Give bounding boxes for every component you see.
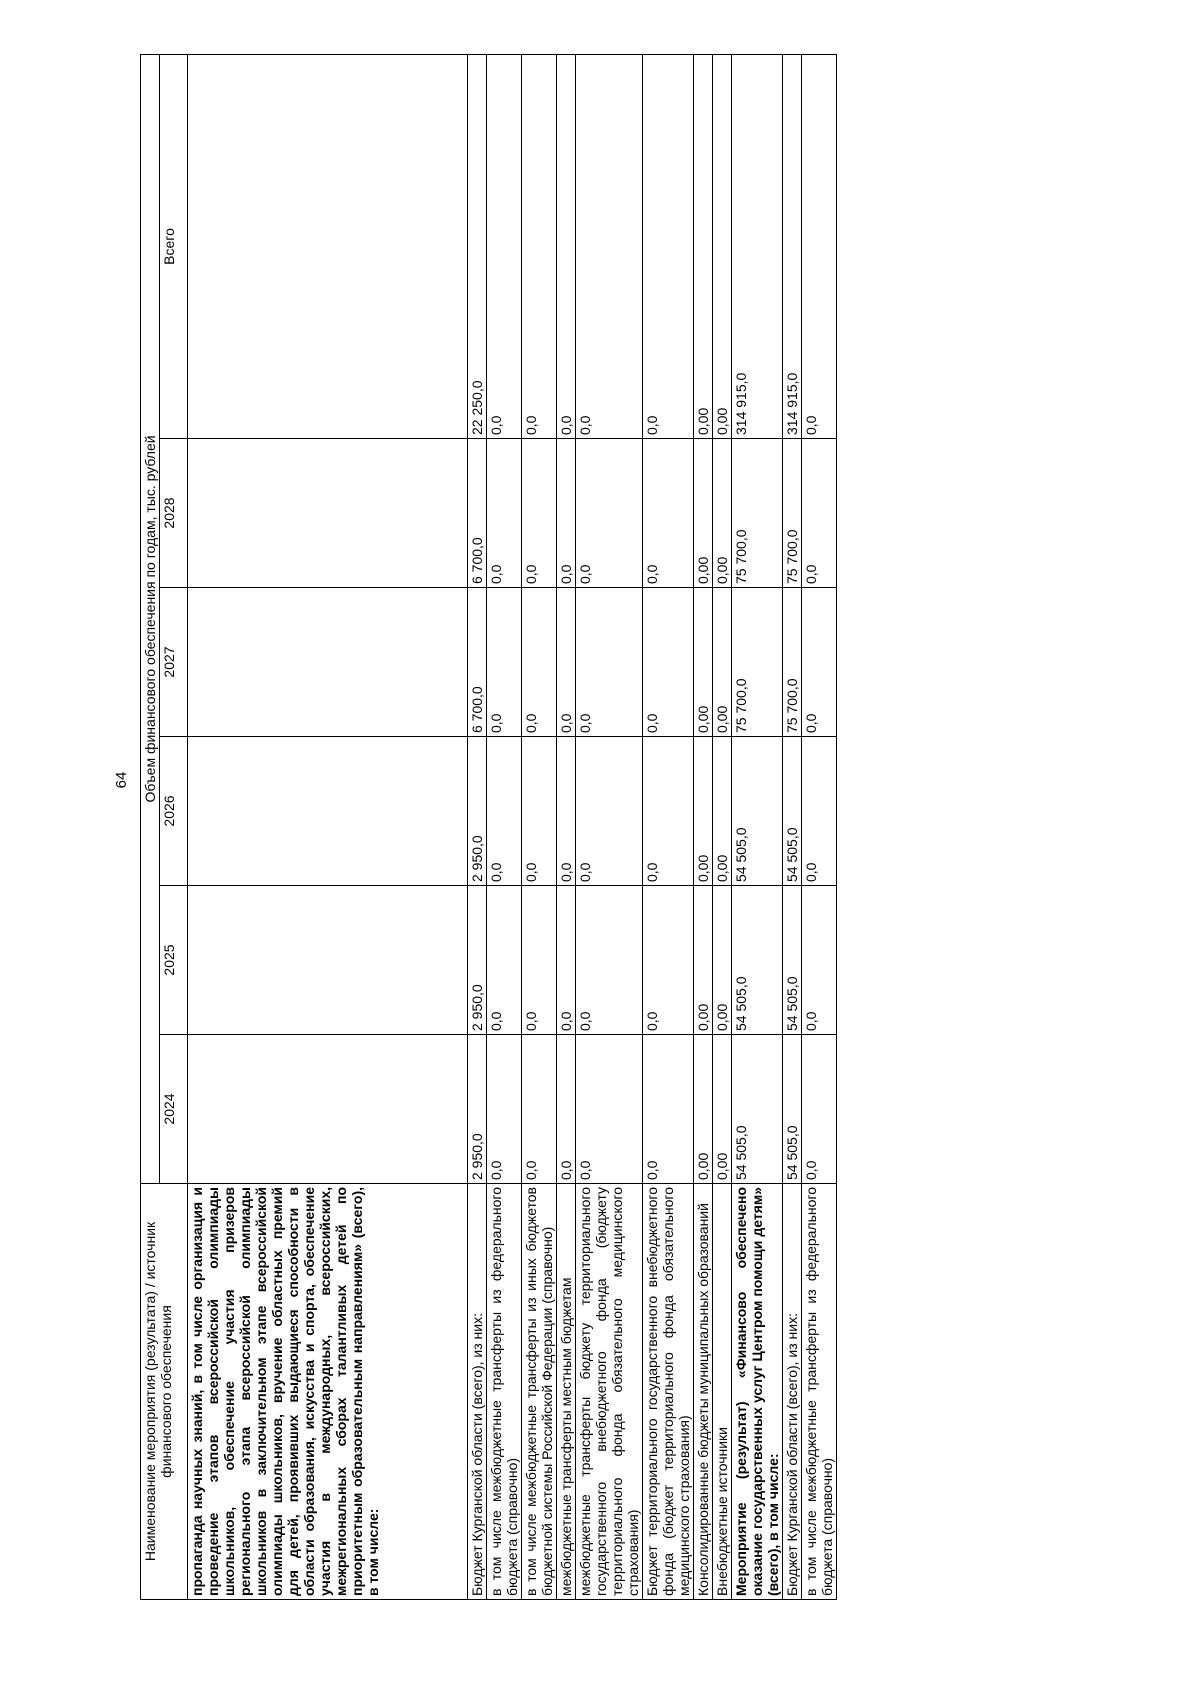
value-cell-v2027: 0,0 (522, 588, 557, 737)
row-label: Бюджет территориального государственного внебюджетного фонда (бюджет территориального фонда обязательного медицинского страхования) (643, 1184, 694, 1600)
value-cell-v2024: 0,0 (802, 1035, 837, 1184)
value-cell-v2027: 75 700,0 (783, 588, 802, 737)
row-label: Мероприятие (результат) «Финансово обеспечено оказание государственных услуг Центром помощи детям» (всего), в том числе: (732, 1184, 783, 1600)
table-row (802, 54, 837, 1599)
cell-empty (188, 54, 468, 438)
value-cell-v2024: 0,0 (522, 1035, 557, 1184)
cell-empty (188, 1035, 468, 1184)
table-row (468, 54, 487, 1599)
value-cell-v2027: 0,00 (713, 588, 732, 737)
table-body (468, 54, 837, 1599)
value-cell-v2028: 6 700,0 (468, 439, 487, 588)
value-cell-v2027: 0,0 (576, 588, 643, 737)
value-cell-v2025: 2 950,0 (468, 886, 487, 1035)
value-cell-v2025: 0,00 (694, 886, 713, 1035)
value-cell-v2026: 0,0 (576, 737, 643, 886)
cell-empty (188, 737, 468, 886)
header-year-2028: 2028 (160, 439, 188, 588)
value-cell-v2028: 0,0 (643, 439, 694, 588)
value-cell-v2024: 54 505,0 (783, 1035, 802, 1184)
table-row (522, 54, 557, 1599)
value-cell-v2026: 0,0 (557, 737, 576, 886)
header-funding-group: Объем финансового обеспечения по годам, тыс. рублей (141, 54, 160, 1183)
header-year-2026: 2026 (160, 737, 188, 886)
value-cell-v2024: 0,0 (557, 1035, 576, 1184)
row-label: Внебюджетные источники (713, 1184, 732, 1600)
value-cell-v2027: 0,0 (802, 588, 837, 737)
value-cell-v2026: 0,00 (713, 737, 732, 886)
value-cell-v2025: 0,0 (643, 886, 694, 1035)
value-cell-v2028: 0,0 (487, 439, 522, 588)
row-label: в том числе межбюджетные трансферты из федерального бюджета (справочно) (487, 1184, 522, 1600)
value-cell-v2025: 0,0 (522, 886, 557, 1035)
value-cell-v2027: 0,0 (557, 588, 576, 737)
value-cell-v2028: 75 700,0 (783, 439, 802, 588)
value-cell-v2027: 0,00 (694, 588, 713, 737)
value-cell-v2024: 0,00 (713, 1035, 732, 1184)
value-cell-v2027: 75 700,0 (732, 588, 783, 737)
value-cell-v2026: 0,00 (694, 737, 713, 886)
value-cell-total: 0,0 (643, 54, 694, 438)
intro-text: пропаганда научных знаний, в том числе организация и проведение этапов всероссийской олимпиады школьников, обеспечение участия призеров регионального этапа всероссийской олимпиады школьников в заключительном этапе всероссийской олимпиады школьников, вручение областных премий для детей, проявивших выдающиеся способности в области образования, искусства и спорта, обеспечение участия в международных, всероссийских, межрегиональных сборах талантливых детей по приоритетным образовательным направлениям» (всего), в том числе: (188, 1184, 468, 1600)
value-cell-v2028: 0,00 (713, 439, 732, 588)
value-cell-v2025: 0,0 (487, 886, 522, 1035)
value-cell-total: 314 915,0 (732, 54, 783, 438)
table-row (557, 54, 576, 1599)
cell-empty (188, 439, 468, 588)
value-cell-total: 0,0 (576, 54, 643, 438)
value-cell-total: 0,0 (487, 54, 522, 438)
value-cell-v2028: 0,0 (576, 439, 643, 588)
value-cell-v2025: 0,0 (576, 886, 643, 1035)
value-cell-v2027: 6 700,0 (468, 588, 487, 737)
value-cell-v2025: 54 505,0 (783, 886, 802, 1035)
table-row (576, 54, 643, 1599)
value-cell-total: 22 250,0 (468, 54, 487, 438)
row-label: Консолидированные бюджеты муниципальных образований (694, 1184, 713, 1600)
row-label: Бюджет Курганской области (всего), из них: (783, 1184, 802, 1600)
value-cell-v2025: 0,0 (557, 886, 576, 1035)
rotated-page-content (140, 55, 1090, 1600)
row-label: в том числе межбюджетные трансферты из федерального бюджета (справочно) (802, 1184, 837, 1600)
cell-empty (188, 588, 468, 737)
value-cell-total: 0,0 (557, 54, 576, 438)
value-cell-v2024: 0,00 (694, 1035, 713, 1184)
table-row (694, 54, 713, 1599)
value-cell-v2027: 0,0 (487, 588, 522, 737)
value-cell-total: 314 915,0 (783, 54, 802, 438)
value-cell-v2026: 0,0 (643, 737, 694, 886)
header-year-2025: 2025 (160, 886, 188, 1035)
table-row (713, 54, 732, 1599)
header-name-column: Наименование мероприятия (результата) / источник финансового обеспечения (141, 1184, 188, 1600)
table-row-intro (188, 54, 468, 1599)
header-year-2024: 2024 (160, 1035, 188, 1184)
value-cell-v2025: 0,0 (802, 886, 837, 1035)
row-label: Бюджет Курганской области (всего), из них: (468, 1184, 487, 1600)
value-cell-v2026: 0,0 (522, 737, 557, 886)
header-total: Всего (160, 54, 188, 438)
value-cell-v2025: 54 505,0 (732, 886, 783, 1035)
value-cell-v2028: 0,0 (522, 439, 557, 588)
table-row (783, 54, 802, 1599)
value-cell-total: 0,0 (802, 54, 837, 438)
value-cell-v2024: 0,0 (576, 1035, 643, 1184)
value-cell-v2026: 0,0 (487, 737, 522, 886)
value-cell-v2027: 0,0 (643, 588, 694, 737)
page-number: 64 (113, 771, 130, 789)
value-cell-v2024: 54 505,0 (732, 1035, 783, 1184)
value-cell-v2028: 0,0 (557, 439, 576, 588)
value-cell-total: 0,00 (694, 54, 713, 438)
value-cell-v2028: 0,0 (802, 439, 837, 588)
financing-table (140, 54, 837, 1600)
table-row (487, 54, 522, 1599)
table-row (643, 54, 694, 1599)
row-label: межбюджетные трансферты местным бюджетам (557, 1184, 576, 1600)
value-cell-v2024: 0,0 (487, 1035, 522, 1184)
value-cell-v2024: 2 950,0 (468, 1035, 487, 1184)
row-label: межбюджетные трансферты бюджету территориального государственного внебюджетного фонда (бюджету территориального фонда обязательного медицинского страхования) (576, 1184, 643, 1600)
value-cell-v2024: 0,0 (643, 1035, 694, 1184)
value-cell-v2028: 75 700,0 (732, 439, 783, 588)
value-cell-v2026: 2 950,0 (468, 737, 487, 886)
table-row (732, 54, 783, 1599)
value-cell-v2028: 0,00 (694, 439, 713, 588)
value-cell-total: 0,0 (522, 54, 557, 438)
row-label: в том числе межбюджетные трансферты из иных бюджетов бюджетной системы Российской Федерации (справочно) (522, 1184, 557, 1600)
value-cell-v2025: 0,00 (713, 886, 732, 1035)
header-year-2027: 2027 (160, 588, 188, 737)
value-cell-v2026: 0,0 (802, 737, 837, 886)
cell-empty (188, 886, 468, 1035)
value-cell-v2026: 54 505,0 (732, 737, 783, 886)
value-cell-total: 0,00 (713, 54, 732, 438)
value-cell-v2026: 54 505,0 (783, 737, 802, 886)
